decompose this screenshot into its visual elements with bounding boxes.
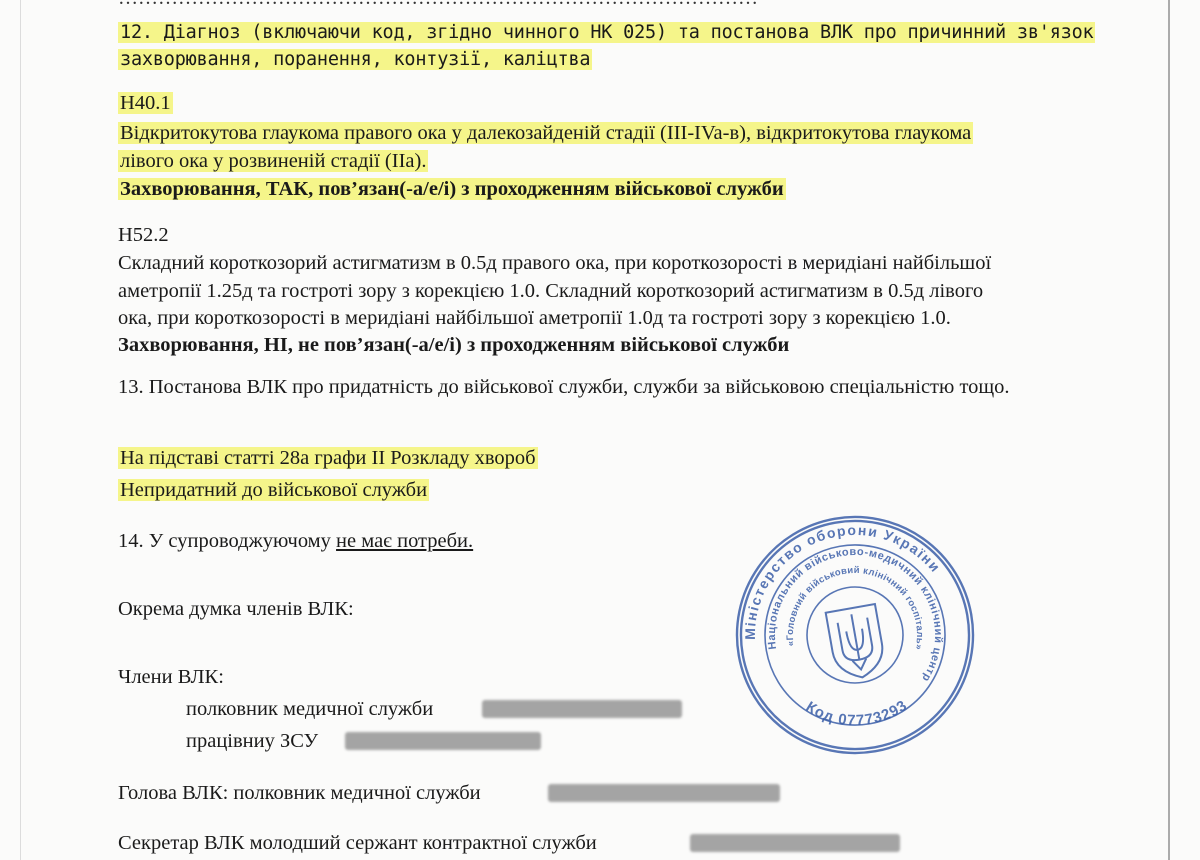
diagnosis-1-text-line2: лівого ока у розвиненій стадії (IIa). [120,150,427,172]
trident-emblem-icon [826,604,887,682]
members-label: Члени ВЛК: [118,666,224,688]
member-1-rank: полковник медичної служби [186,698,434,720]
head-redaction [548,784,780,802]
section-14-prefix: 14. У супроводжуючому [118,530,337,552]
diagnosis-2-text-line1: Складний короткозорий астигматизм в 0.5д правого ока, при короткозорості в меридіані найбільшої [118,252,992,274]
separate-opinion-label: Окрема думка членів ВЛК: [118,598,354,620]
stamp-code: Код 07773293 [802,696,911,730]
fitness-verdict: Непридатний до військової служби [120,479,428,501]
section-12-heading-line2: захворювання, поранення, контузії, каліцтва [120,49,591,70]
diagnosis-1-conclusion: Захворювання, ТАК, пов’язан(-а/е/і) з проходженням військової служби [120,178,784,200]
diagnosis-2-text-line3: ока, при короткозорості в меридіані найбільшої аметропії 1.0д та гостроті зору з корекцією 1.0. [118,307,951,329]
diagnosis-2-code: H52.2 [118,224,169,246]
member-2-redaction [345,732,541,750]
secretary-redaction [690,834,900,852]
diagnosis-2-conclusion: Захворювання, НІ, не пов’язан(-а/е/і) з проходженням військової служби [118,334,790,356]
diagnosis-1-code: H40.1 [120,92,171,114]
section-14-underlined: не має потреби. [336,530,474,552]
commission-head: Голова ВЛК: полковник медичної служби [118,782,481,804]
stamp-outer-text: Міністерство оборони України [741,521,945,640]
stamp-middle-text: Національний військово-медичний клінічний центр [765,545,945,684]
diagnosis-2-text-line2: аметропії 1.25д та гостроті зору з корекцією 1.0. Складний короткозорий астигматизм в 0.5д лівого [118,280,984,302]
section-13-heading: 13. Постанова ВЛК про придатність до військової служби, служби за військовою спеціальністю тощо. [118,376,1010,398]
diagnosis-1-text-line1: Відкритокутова глаукома правого ока у далекозайденій стадії (III-IVa-в), відкритокутова глаукома [120,122,972,144]
decision-basis: На підставі статті 28а графи II Розкладу хвороб [120,447,536,469]
stamp-inner-text: «Головний військовий клінічний госпіталь» [784,564,926,651]
section-14 [118,528,473,554]
section-12-heading-line1: 12. Діагноз (включаючи код, згідно чинного НК 025) та постанова ВЛК про причинний зв'язок [120,22,1094,43]
member-2-rank: працівниу ЗСУ [186,730,319,752]
member-1-redaction [482,700,682,718]
clipped-top-line [118,0,818,5]
commission-secretary: Секретар ВЛК молодший сержант контрактної служби [118,832,597,854]
official-stamp [710,490,1000,780]
